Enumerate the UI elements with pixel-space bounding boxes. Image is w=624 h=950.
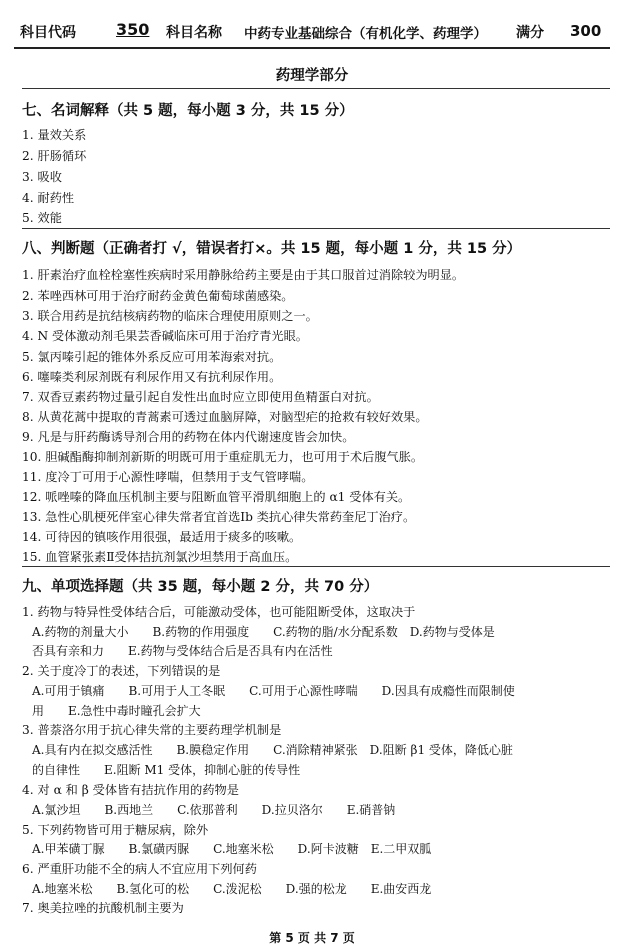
subject-name-value: 中药专业基础综合（有机化学、药理学） (244, 26, 487, 42)
list-item: 2. 苯唑西林可用于治疗耐药金黄色葡萄球菌感染。 (22, 289, 294, 303)
list-item: 4. 耐药性 (22, 191, 75, 205)
option-line: 用 E.急性中毒时瞳孔会扩大 (32, 704, 201, 718)
subject-name-label: 科目名称 (166, 25, 222, 41)
question-line: 5. 下列药物皆可用于糖尿病，除外 (22, 823, 209, 837)
question-line: 3. 普萘洛尔用于抗心律失常的主要药理学机制是 (22, 723, 282, 737)
list-item: 13. 急性心肌梗死伴室心律失常者宜首选Ⅰb 类抗心律失常药奎尼丁治疗。 (22, 510, 416, 524)
full-score-value: 300 (570, 22, 602, 40)
subject-code-value: 350 (116, 20, 150, 39)
full-score-label: 满分 (516, 25, 544, 41)
section-7-title: 七、名词解释（共 5 题，每小题 3 分，共 15 分） (22, 103, 354, 119)
option-line: A.地塞米松 B.氢化可的松 C.泼泥松 D.强的松龙 E.曲安西龙 (32, 882, 432, 896)
part-title: 药理学部分 (275, 68, 349, 84)
option-line: A.药物的剂量大小 B.药物的作用强度 C.药物的脂/水分配系数 D.药物与受体是 (32, 625, 495, 639)
list-item: 1. 肝素治疗血栓栓塞性疾病时采用静脉给药主要是由于其口服首过消除较为明显。 (22, 268, 465, 282)
list-item: 3. 吸收 (22, 170, 62, 184)
list-item: 5. 效能 (22, 211, 62, 225)
list-item: 8. 从黄花蒿中提取的青蒿素可透过血脑屏障，对脑型疟的抢救有较好效果。 (22, 410, 428, 424)
option-line: 否具有亲和力 E.药物与受体结合后是否具有内在活性 (32, 644, 333, 658)
question-line: 6. 严重肝功能不全的病人不宜应用下列何药 (22, 862, 257, 876)
page-footer: 第 5 页 共 7 页 (269, 931, 355, 945)
divider (22, 228, 610, 229)
list-item: 2. 肝肠循环 (22, 149, 87, 163)
option-line: A.甲苯磺丁脲 B.氯磺丙脲 C.地塞米松 D.阿卡波糖 E.二甲双胍 (32, 842, 432, 856)
list-item: 9. 凡是与肝药酶诱导剂合用的药物在体内代谢速度皆会加快。 (22, 430, 355, 444)
list-item: 7. 双香豆素药物过量引起自发性出血时应立即使用鱼精蛋白对抗。 (22, 390, 379, 404)
question-line: 7. 奥美拉唑的抗酸机制主要为 (22, 901, 184, 915)
option-line: A.具有内在拟交感活性 B.膜稳定作用 C.消除精神紧张 D.阻断 β1 受体，降低心脏 (32, 743, 513, 757)
option-line: 的自律性 E.阻断 M1 受体，抑制心脏的传导性 (32, 763, 301, 777)
option-line: A.可用于镇痛 B.可用于人工冬眠 C.可用于心源性哮喘 D.因具有成瘾性而限制使 (32, 684, 515, 698)
list-item: 12. 哌唑嗪的降血压机制主要与阻断血管平滑肌细胞上的 α1 受体有关。 (22, 490, 411, 504)
list-item: 1. 量效关系 (22, 128, 87, 142)
section-8-title: 八、判断题（正确者打 √，错误者打×。共 15 题，每小题 1 分，共 15 分） (22, 241, 522, 257)
list-item: 6. 噻嗪类利尿剂既有利尿作用又有抗利尿作用。 (22, 370, 282, 384)
list-item: 5. 氯丙嗪引起的锥体外系反应可用苯海索对抗。 (22, 350, 282, 364)
question-line: 2. 关于度冷丁的表述，下列错误的是 (22, 664, 221, 678)
question-line: 4. 对 α 和 β 受体皆有拮抗作用的药物是 (22, 783, 239, 797)
list-item: 4. N 受体激动剂毛果芸香碱临床可用于治疗青光眼。 (22, 329, 308, 343)
header-rule (14, 47, 610, 49)
list-item: 14. 可待因的镇咳作用很强，最适用于痰多的咳嗽。 (22, 530, 302, 544)
divider (22, 88, 610, 89)
option-line: A.氯沙坦 B.西地兰 C.依那普利 D.拉贝洛尔 E.硝普钠 (32, 803, 396, 817)
section-9-title: 九、单项选择题（共 35 题，每小题 2 分，共 70 分） (22, 579, 379, 595)
list-item: 10. 胆碱酯酶抑制剂新斯的明既可用于重症肌无力，也可用于术后腹气胀。 (22, 450, 424, 464)
list-item: 11. 度冷丁可用于心源性哮喘，但禁用于支气管哮喘。 (22, 470, 314, 484)
list-item: 3. 联合用药是抗结核病药物的临床合理使用原则之一。 (22, 309, 318, 323)
question-line: 1. 药物与特异性受体结合后，可能激动受体，也可能阻断受体，这取决于 (22, 605, 416, 619)
list-item: 15. 血管紧张素Ⅱ受体拮抗剂氯沙坦禁用于高血压。 (22, 550, 298, 564)
subject-code-label: 科目代码 (20, 25, 76, 41)
divider (22, 566, 610, 567)
